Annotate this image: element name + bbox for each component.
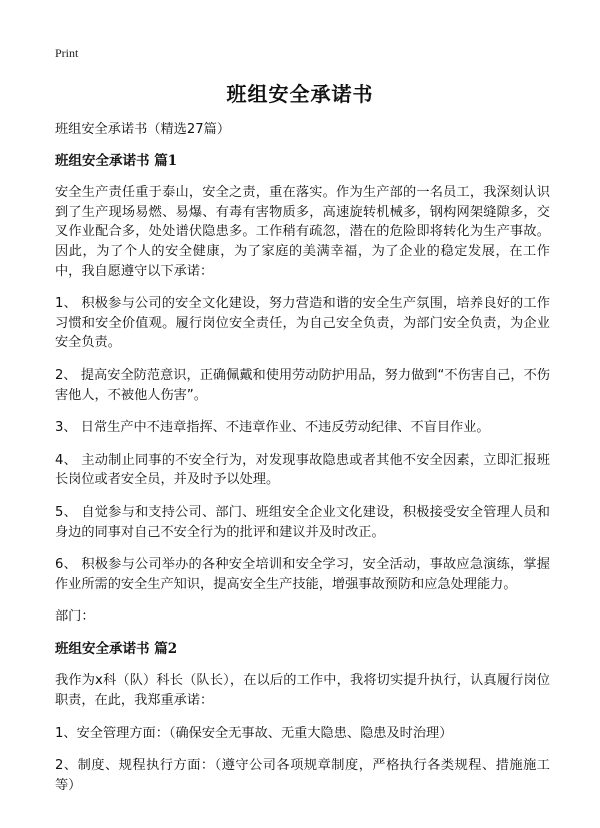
section1-item-2: 2、 提高安全防范意识，正确佩戴和使用劳动防护用品，努力做到“不伤害自己，不伤害他人，不被他人伤害”。: [55, 367, 550, 403]
document-title: 班组安全承诺书: [226, 82, 374, 106]
section1-item-4: 4、 主动制止同事的不安全行为，对发现事故隐患或者其他不安全因素，立即汇报班长岗位或者安全员，并及时予以处理。: [55, 452, 550, 488]
section2-intro: 我作为x科（队）科长（队长），在以后的工作中，我将切实提升执行，认真履行岗位职责，在此，我郑重承诺：: [55, 673, 550, 709]
section1-item-1: 1、 积极参与公司的安全文化建设，努力营造和谐的安全生产氛围，培养良好的工作习惯和安全价值观。履行岗位安全责任，为自己安全负责，为部门安全负责，为企业安全负责。: [55, 296, 550, 351]
section1-item-6: 6、 积极参与公司举办的各种安全培训和安全学习，安全活动，事故应急演练，掌握作业所需的安全生产知识，提高安全生产技能，增强事故预防和应急处理能力。: [55, 557, 550, 592]
section1-intro: 安全生产责任重于泰山，安全之责，重在落实。作为生产部的一名员工，我深刻认识到了生产现场易燃、易爆、有毒有害物质多，高速旋转机械多，钢构网架缝隙多，交叉作业配合多，处处谱伏隐患多。工作稍有疏忽，潜在的危险即将转化为生产事故。因此，为了个人的安全健康，为了家庭的美满幸福，为了企业的稳定发展，在工作中，我自愿遵守以下承诺：: [55, 185, 550, 279]
document-subtitle: 班组安全承诺书（精选27篇）: [55, 122, 231, 137]
section2-item-1: 1、安全管理方面：（确保安全无事故、无重大隐患、隐患及时治理）: [55, 725, 453, 741]
section2-item-2: 2、制度、规程执行方面：（遵守公司各项规章制度，严格执行各类规程、措施施工等）: [55, 758, 550, 793]
department-label: 部门：: [55, 609, 95, 625]
section-heading-1: 班组安全承诺书 篇1: [55, 152, 178, 169]
section1-item-3: 3、 日常生产中不违章指挥、不违章作业、不违反劳动纪律、不盲目作业。: [55, 420, 490, 436]
document-body: [55, 120, 550, 808]
print-label: Print: [55, 46, 79, 60]
section1-item-5: 5、 自觉参与和支持公司、部门、班组安全企业文化建设，积极接受安全管理人员和身边的同事对自己不安全行为的批评和建议并及时改正。: [55, 504, 550, 540]
section-heading-2: 班组安全承诺书 篇2: [55, 640, 178, 657]
